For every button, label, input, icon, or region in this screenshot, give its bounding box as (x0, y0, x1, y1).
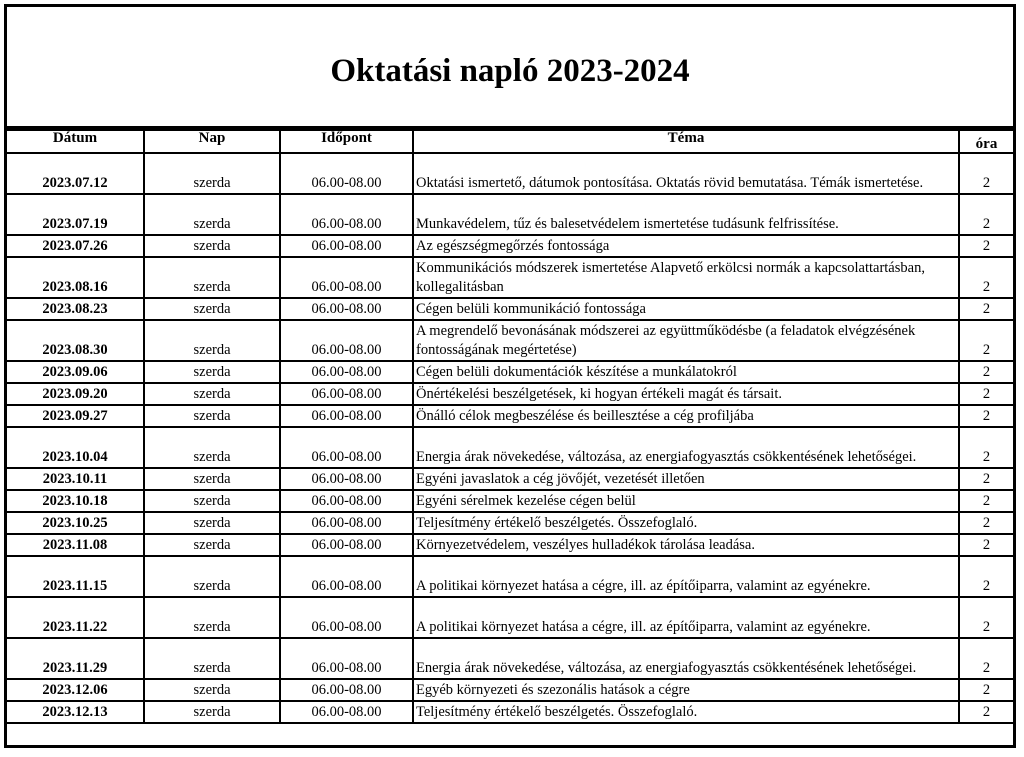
cell-datum: 2023.09.06 (7, 361, 144, 383)
cell-ora: 2 (959, 427, 1013, 468)
cell-idopont: 06.00-08.00 (280, 361, 413, 383)
cell-tema: Környezetvédelem, veszélyes hulladékok tárolása leadása. (413, 534, 959, 556)
cell-ora: 2 (959, 257, 1013, 298)
header-tema: Téma (413, 130, 959, 153)
cell-datum: 2023.10.11 (7, 468, 144, 490)
cell-tema: Oktatási ismertető, dátumok pontosítása. Oktatás rövid bemutatása. Témák ismertetése. (413, 153, 959, 194)
cell-datum: 2023.07.12 (7, 153, 144, 194)
table-row (7, 638, 1013, 679)
table-row (7, 534, 1013, 556)
cell-ora: 2 (959, 556, 1013, 597)
cell-tema: Önálló célok megbeszélése és beillesztése a cég profiljába (413, 405, 959, 427)
cell-nap: szerda (144, 153, 280, 194)
cell-datum: 2023.12.06 (7, 679, 144, 701)
cell-ora: 2 (959, 679, 1013, 701)
cell-ora: 2 (959, 405, 1013, 427)
cell-tema: Cégen belüli dokumentációk készítése a munkálatokról (413, 361, 959, 383)
cell-ora: 2 (959, 701, 1013, 723)
cell-idopont: 06.00-08.00 (280, 534, 413, 556)
cell-ora: 2 (959, 490, 1013, 512)
table-row (7, 490, 1013, 512)
cell-nap: szerda (144, 298, 280, 320)
cell-idopont: 06.00-08.00 (280, 468, 413, 490)
table-row (7, 194, 1013, 235)
cell-idopont: 06.00-08.00 (280, 512, 413, 534)
cell-idopont: 06.00-08.00 (280, 427, 413, 468)
table-row (7, 153, 1013, 194)
cell-idopont: 06.00-08.00 (280, 701, 413, 723)
cell-idopont: 06.00-08.00 (280, 257, 413, 298)
table-row (7, 320, 1013, 361)
cell-nap: szerda (144, 597, 280, 638)
cell-idopont: 06.00-08.00 (280, 490, 413, 512)
cell-nap: szerda (144, 427, 280, 468)
cell-tema: Energia árak növekedése, változása, az energiafogyasztás csökkentésének lehetőségei. (413, 638, 959, 679)
cell-idopont: 06.00-08.00 (280, 405, 413, 427)
cell-ora: 2 (959, 235, 1013, 257)
cell-datum: 2023.11.15 (7, 556, 144, 597)
cell-idopont: 06.00-08.00 (280, 638, 413, 679)
cell-datum: 2023.07.26 (7, 235, 144, 257)
cell-nap: szerda (144, 361, 280, 383)
table-row (7, 361, 1013, 383)
cell-idopont: 06.00-08.00 (280, 597, 413, 638)
cell-ora: 2 (959, 153, 1013, 194)
table-row (7, 427, 1013, 468)
cell-datum: 2023.11.22 (7, 597, 144, 638)
cell-tema: Teljesítmény értékelő beszélgetés. Összefoglaló. (413, 701, 959, 723)
cell-nap: szerda (144, 405, 280, 427)
cell-datum: 2023.07.19 (7, 194, 144, 235)
cell-nap: szerda (144, 556, 280, 597)
cell-datum: 2023.10.25 (7, 512, 144, 534)
table-body (7, 153, 1013, 723)
header-datum: Dátum (7, 130, 144, 153)
cell-idopont: 06.00-08.00 (280, 383, 413, 405)
cell-tema: Egyéni sérelmek kezelése cégen belül (413, 490, 959, 512)
cell-datum: 2023.09.27 (7, 405, 144, 427)
cell-idopont: 06.00-08.00 (280, 320, 413, 361)
cell-ora: 2 (959, 468, 1013, 490)
table-row (7, 556, 1013, 597)
cell-datum: 2023.08.23 (7, 298, 144, 320)
cell-tema: Egyéni javaslatok a cég jövőjét, vezetését illetően (413, 468, 959, 490)
header-row (7, 130, 1013, 153)
cell-ora: 2 (959, 534, 1013, 556)
cell-nap: szerda (144, 534, 280, 556)
cell-datum: 2023.10.18 (7, 490, 144, 512)
table-row (7, 257, 1013, 298)
cell-tema: Az egészségmegőrzés fontossága (413, 235, 959, 257)
cell-tema: Cégen belüli kommunikáció fontossága (413, 298, 959, 320)
cell-tema: A megrendelő bevonásának módszerei az együttműködésbe (a feladatok elvégzésének fontosságának megértetése) (413, 320, 959, 361)
table-row (7, 298, 1013, 320)
cell-nap: szerda (144, 320, 280, 361)
table-row (7, 405, 1013, 427)
cell-idopont: 06.00-08.00 (280, 298, 413, 320)
cell-nap: szerda (144, 638, 280, 679)
table-row (7, 701, 1013, 723)
header-ora: óra (959, 130, 1013, 153)
cell-datum: 2023.09.20 (7, 383, 144, 405)
header-nap: Nap (144, 130, 280, 153)
table-row (7, 383, 1013, 405)
cell-nap: szerda (144, 194, 280, 235)
cell-nap: szerda (144, 235, 280, 257)
cell-datum: 2023.08.30 (7, 320, 144, 361)
table-row (7, 512, 1013, 534)
cell-datum: 2023.12.13 (7, 701, 144, 723)
cell-datum: 2023.08.16 (7, 257, 144, 298)
cell-nap: szerda (144, 512, 280, 534)
cell-ora: 2 (959, 638, 1013, 679)
document-frame (4, 4, 1016, 748)
cell-ora: 2 (959, 298, 1013, 320)
cell-idopont: 06.00-08.00 (280, 194, 413, 235)
cell-ora: 2 (959, 361, 1013, 383)
cell-datum: 2023.11.29 (7, 638, 144, 679)
cell-idopont: 06.00-08.00 (280, 235, 413, 257)
cell-datum: 2023.11.08 (7, 534, 144, 556)
cell-tema: Egyéb környezeti és szezonális hatások a cégre (413, 679, 959, 701)
table-row (7, 679, 1013, 701)
cell-tema: A politikai környezet hatása a cégre, ill. az építőiparra, valamint az egyénekre. (413, 597, 959, 638)
header-idopont: Időpont (280, 130, 413, 153)
cell-ora: 2 (959, 194, 1013, 235)
cell-nap: szerda (144, 257, 280, 298)
training-log-table (7, 129, 1013, 724)
cell-tema: Kommunikációs módszerek ismertetése Alapvető erkölcsi normák a kapcsolattartásban, kollegalitásban (413, 257, 959, 298)
title-box (7, 7, 1013, 129)
cell-idopont: 06.00-08.00 (280, 556, 413, 597)
cell-tema: Teljesítmény értékelő beszélgetés. Összefoglaló. (413, 512, 959, 534)
cell-ora: 2 (959, 597, 1013, 638)
cell-datum: 2023.10.04 (7, 427, 144, 468)
cell-tema: A politikai környezet hatása a cégre, ill. az építőiparra, valamint az egyénekre. (413, 556, 959, 597)
table-row (7, 468, 1013, 490)
cell-nap: szerda (144, 468, 280, 490)
table-row (7, 235, 1013, 257)
cell-tema: Energia árak növekedése, változása, az energiafogyasztás csökkentésének lehetőségei. (413, 427, 959, 468)
cell-nap: szerda (144, 701, 280, 723)
cell-nap: szerda (144, 383, 280, 405)
cell-ora: 2 (959, 512, 1013, 534)
cell-tema: Munkavédelem, tűz és balesetvédelem ismertetése tudásunk felfrissítése. (413, 194, 959, 235)
cell-ora: 2 (959, 383, 1013, 405)
cell-tema: Önértékelési beszélgetések, ki hogyan értékeli magát és társait. (413, 383, 959, 405)
cell-ora: 2 (959, 320, 1013, 361)
table-row (7, 597, 1013, 638)
cell-idopont: 06.00-08.00 (280, 679, 413, 701)
cell-nap: szerda (144, 679, 280, 701)
cell-idopont: 06.00-08.00 (280, 153, 413, 194)
cell-nap: szerda (144, 490, 280, 512)
page-title: Oktatási napló 2023-2024 (330, 53, 690, 89)
